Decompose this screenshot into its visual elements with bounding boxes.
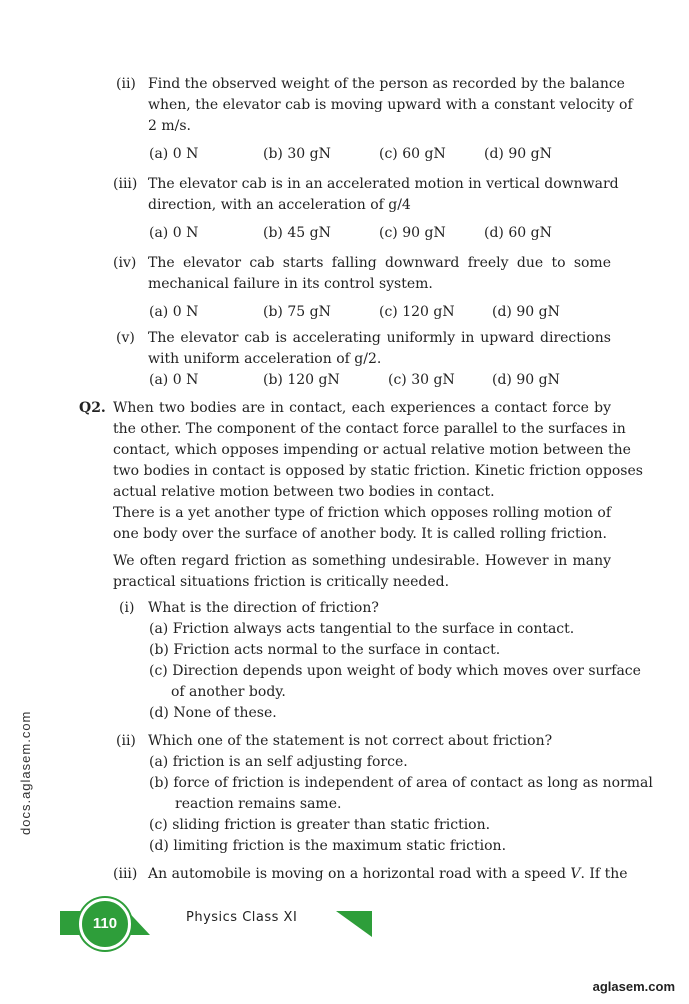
q2-para1-line3: contact, which opposes impending or actual relative motion between the <box>113 442 631 458</box>
q1-iv-option-b: (b) 75 gN <box>263 304 331 320</box>
q2-ii-option-d: (d) limiting friction is the maximum static friction. <box>149 838 507 854</box>
q2-i-number: (i) <box>119 600 135 616</box>
q2-ii-option-b: (b) force of friction is independent of area of contact as long as normal <box>149 775 653 791</box>
q1-ii-option-a: (a) 0 N <box>149 146 199 162</box>
q1-iv-option-d: (d) 90 gN <box>492 304 560 320</box>
q1-iii-option-c: (c) 90 gN <box>379 225 446 241</box>
q1-iii-number: (iii) <box>113 176 138 192</box>
q2-iii-line <box>148 864 628 885</box>
q1-v-line2: with uniform acceleration of g/2. <box>148 351 382 367</box>
q1-v-option-d: (d) 90 gN <box>492 372 560 388</box>
q2-i-option-d: (d) None of these. <box>149 705 277 721</box>
q1-iii-line1: The elevator cab is in an accelerated motion in vertical downward <box>148 176 619 192</box>
q1-iv-number: (iv) <box>113 255 137 271</box>
q1-ii-option-d: (d) 90 gN <box>484 146 552 162</box>
footer-book-title: Physics Class XI <box>186 910 298 925</box>
q1-iii-option-b: (b) 45 gN <box>263 225 331 241</box>
q2-para1-line7: one body over the surface of another body. It is called rolling friction. <box>113 526 607 542</box>
q1-ii-number: (ii) <box>116 76 136 92</box>
q2-i-option-c: (c) Direction depends upon weight of body which moves over surface <box>149 663 641 679</box>
q2-para1-line5: actual relative motion between two bodies in contact. <box>113 484 495 500</box>
q2-i-option-b: (b) Friction acts normal to the surface in contact. <box>149 642 501 658</box>
q1-v-option-a: (a) 0 N <box>149 372 199 388</box>
q1-iv-option-c: (c) 120 gN <box>379 304 455 320</box>
q2-i-option-c-cont: of another body. <box>171 684 286 700</box>
q2-para2-line2: practical situations friction is critically needed. <box>113 574 450 590</box>
q2-para1-line4: two bodies in contact is opposed by static friction. Kinetic friction opposes <box>113 463 643 479</box>
q1-v-line1: The elevator cab is accelerating uniformly in upward directions <box>148 330 611 346</box>
q1-ii-line3: 2 m/s. <box>148 118 191 134</box>
side-watermark: docs.aglasem.com <box>18 710 33 835</box>
q1-iv-option-a: (a) 0 N <box>149 304 199 320</box>
page-number-badge: 110 <box>79 898 131 950</box>
q1-iv-line2: mechanical failure in its control system. <box>148 276 433 292</box>
footer-right-triangle <box>336 911 372 937</box>
q2-i-question: What is the direction of friction? <box>148 600 379 616</box>
q1-v-option-b: (b) 120 gN <box>263 372 340 388</box>
q2-para2-line1: We often regard friction as something undesirable. However in many <box>113 553 611 569</box>
q2-ii-number: (ii) <box>116 733 136 749</box>
q1-v-number: (v) <box>116 330 135 346</box>
q2-ii-question: Which one of the statement is not correct about friction? <box>148 733 553 749</box>
q2-iii-text-end: . If the <box>580 866 628 882</box>
q1-iv-line1: The elevator cab starts falling downward freely due to some <box>148 255 611 271</box>
q2-ii-option-c: (c) sliding friction is greater than static friction. <box>149 817 491 833</box>
q2-para1-line1: When two bodies are in contact, each experiences a contact force by <box>113 400 611 416</box>
q2-label: Q2. <box>79 400 106 416</box>
q2-ii-option-b-cont: reaction remains same. <box>175 796 342 812</box>
q1-ii-line1: Find the observed weight of the person as recorded by the balance <box>148 76 625 92</box>
q2-para1-line2: the other. The component of the contact force parallel to the surfaces in <box>113 421 626 437</box>
q2-i-option-a: (a) Friction always acts tangential to the surface in contact. <box>149 621 575 637</box>
q2-ii-option-a: (a) friction is an self adjusting force. <box>149 754 408 770</box>
q1-iii-option-d: (d) 60 gN <box>484 225 552 241</box>
q1-ii-option-c: (c) 60 gN <box>379 146 446 162</box>
q2-para1-line6: There is a yet another type of friction which opposes rolling motion of <box>113 505 611 521</box>
q2-iii-number: (iii) <box>113 866 138 882</box>
q1-ii-option-b: (b) 30 gN <box>263 146 331 162</box>
q1-v-option-c: (c) 30 gN <box>388 372 455 388</box>
q1-iii-line2: direction, with an acceleration of g/4 <box>148 197 411 213</box>
q2-iii-variable: V <box>570 866 581 882</box>
q1-iii-option-a: (a) 0 N <box>149 225 199 241</box>
brand-link[interactable]: aglasem.com <box>592 979 675 994</box>
q1-ii-line2: when, the elevator cab is moving upward with a constant velocity of <box>148 97 633 113</box>
q2-iii-text-start: An automobile is moving on a horizontal road with a speed <box>148 866 571 882</box>
